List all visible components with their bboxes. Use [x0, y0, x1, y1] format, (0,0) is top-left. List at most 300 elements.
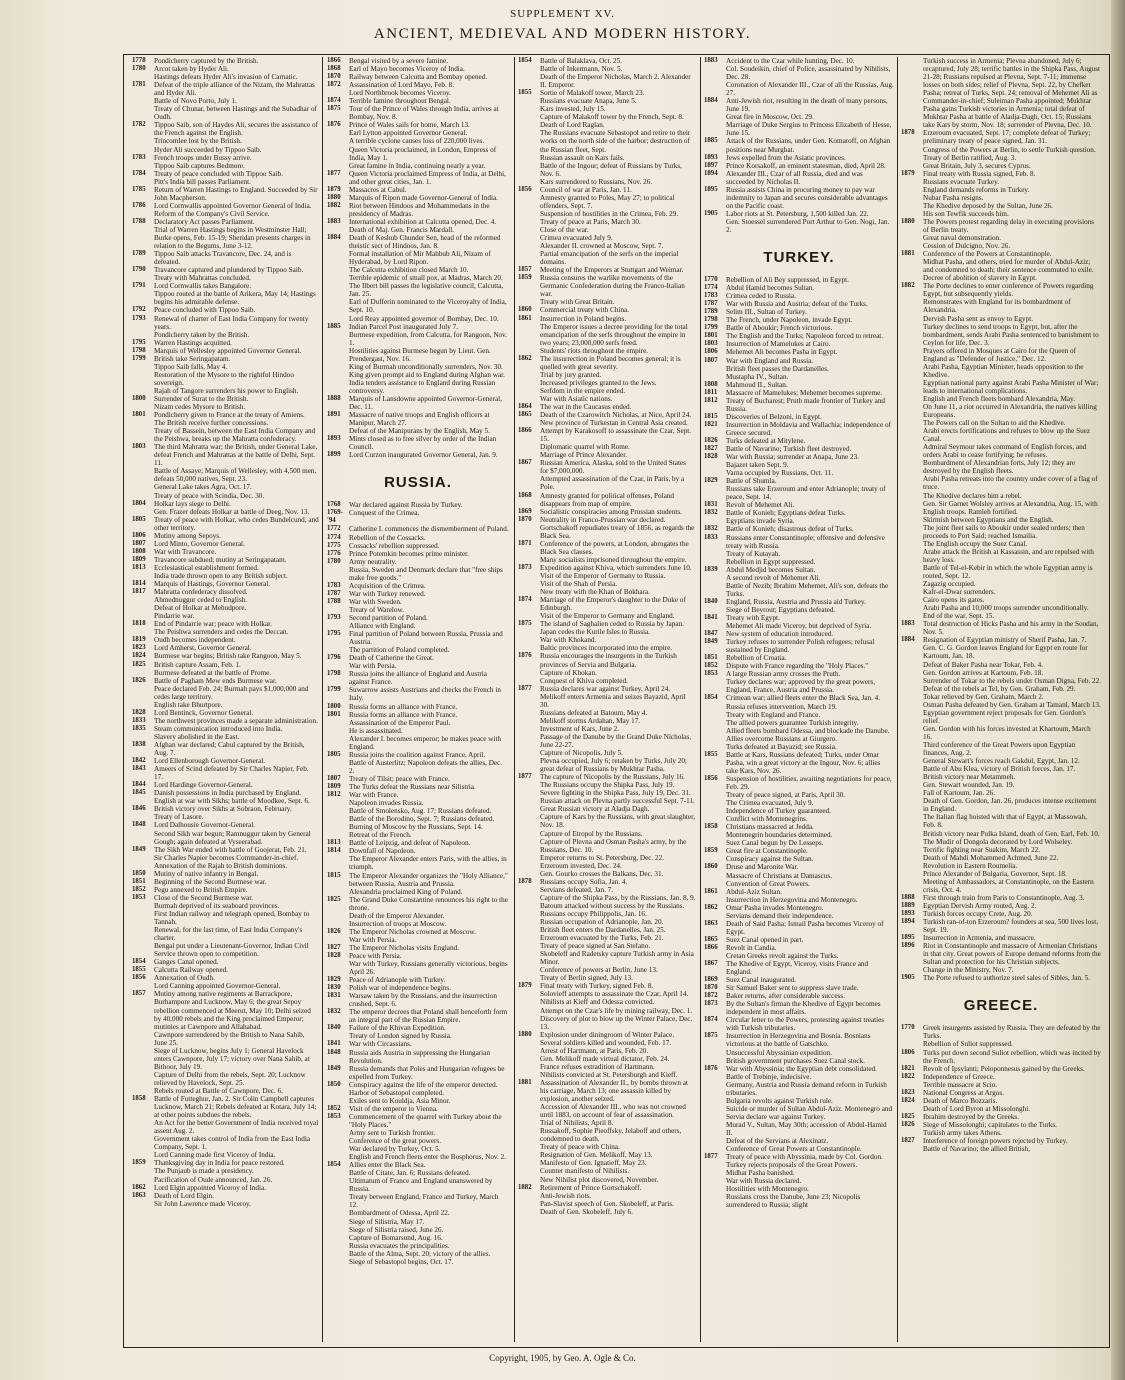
history-entry [704, 1121, 894, 1137]
entry-text: Rajah of Tangore surrenders his power to English. [154, 386, 299, 395]
history-entry [518, 121, 696, 129]
entry-year [704, 743, 726, 751]
entry-text: Suspension of hostilities, awaiting negotiations for peace, Feb. 29. [726, 774, 892, 791]
entry-text: Russian assault on Kars fails. [540, 153, 625, 162]
history-entry [132, 266, 319, 274]
entry-text: Treaty with England and France. [726, 710, 821, 719]
entry-year [518, 1151, 540, 1159]
history-entry [132, 306, 319, 314]
history-entry [327, 976, 509, 984]
history-entry [518, 612, 696, 620]
history-entry [132, 500, 319, 508]
entry-year: 1894 [901, 918, 915, 926]
history-entry [704, 1137, 894, 1145]
history-entry [901, 1097, 1101, 1105]
history-entry [901, 274, 1101, 282]
entry-year: 1814 [327, 847, 341, 855]
history-entry [518, 306, 696, 314]
entry-year [518, 717, 540, 725]
entry-text: Egyptian national party against Arabi Pasha Minister of War; leads to international complications. [923, 378, 1099, 395]
entry-year [704, 831, 726, 839]
entry-text: The insurrection in Poland becomes general; it is quelled with great severity. [540, 354, 681, 371]
entry-text: Conquest of Khiva completed. [540, 676, 628, 685]
entry-year [518, 419, 540, 427]
entry-text: Egyptian government reject proposals for Gen. Gordon's relief. [923, 708, 1086, 725]
history-entry [327, 234, 509, 250]
history-entry [132, 154, 319, 162]
entry-year: 1855 [518, 89, 532, 97]
history-entry [518, 492, 696, 508]
entry-year [901, 443, 923, 459]
history-entry [901, 1105, 1101, 1113]
entry-year [327, 662, 349, 670]
entry-year [901, 701, 923, 709]
entry-year: 1855 [132, 966, 146, 974]
entry-year [132, 483, 154, 491]
entry-text: France refuses extradition of Hartmann. [540, 1062, 655, 1071]
entry-year: 1807 [327, 774, 341, 782]
entry-text: Meeting of Ambassadors, at Constantinople, on the Eastern crisis, Oct. 4. [923, 877, 1094, 894]
history-entry [704, 654, 894, 662]
history-entry [901, 500, 1101, 516]
entry-text: Turkey declares war; approved by the great powers, England, France, Austria and Prussia. [726, 678, 876, 695]
entry-year [518, 65, 540, 73]
entry-text: Battle of Novo Porto, July 1. [154, 97, 237, 106]
history-entry [327, 162, 509, 170]
history-entry [327, 73, 509, 81]
entry-year [327, 363, 349, 371]
entry-text: Conference of powers at Berlin, June 13. [540, 966, 658, 975]
history-entry [132, 355, 319, 363]
entry-text: Lord Cornwallis takes Bangalore. [154, 282, 252, 291]
history-entry [518, 226, 696, 234]
entry-year [132, 604, 154, 612]
entry-year [518, 226, 540, 234]
history-entry [327, 1137, 509, 1145]
entry-text: The war in the Caucasus ended. [540, 403, 632, 412]
history-entry [327, 347, 509, 363]
entry-text: Revolution in Eastern Roumelia. [923, 861, 1018, 870]
entry-text: Capture of Khokan. [540, 668, 597, 677]
history-entry [518, 459, 696, 475]
entry-year [132, 97, 154, 105]
entry-text: Russia, Sweden and Denmark declare that "free ships make free goods." [349, 565, 503, 582]
entry-year [132, 685, 154, 701]
history-entry [704, 1153, 894, 1161]
entry-year: 1884 [901, 636, 915, 644]
entry-text: Annexation of Oudh. [154, 974, 215, 983]
entry-text: Council of war at Paris, Jan. 11. [540, 185, 632, 194]
history-entry [327, 992, 509, 1008]
entry-text: Serfdom in the empire ended. [540, 386, 626, 395]
history-entry [901, 693, 1101, 701]
history-entry [132, 1192, 319, 1200]
entry-text: A terrible cyclone causes loss of 220,000 lives. [349, 137, 485, 146]
entry-year [132, 137, 154, 145]
entry-year [704, 485, 726, 501]
entry-text: Defeat of Baker Pasha near Tokar, Feb. 4. [923, 660, 1044, 669]
entry-text: Turkey rejects proposals of the Great Powers. [726, 1161, 858, 1170]
entry-text: Insurrection in Poland begins. [540, 314, 627, 323]
entry-text: Riot in Constantinople and massacre of Armenian Christians in that city. Great powers of Europe demand reforms from the Sultan and protection for his Christian subjects. [923, 942, 1101, 967]
entry-year: 1883 [901, 620, 915, 628]
history-entry [327, 582, 509, 590]
entry-text: Conference of the powers, at London, abrogates the Black Sea clauses. [540, 539, 689, 556]
entry-text: British take Seringapatam. [154, 354, 231, 363]
history-entry [704, 936, 894, 944]
entry-year [518, 1119, 540, 1127]
entry-text: Retirement of Prince Gortschakoff. [540, 1183, 642, 1192]
entry-year: 1799 [132, 354, 146, 362]
entry-year [901, 669, 923, 677]
entry-year: 1827 [704, 445, 718, 453]
entry-text: Suez Canal begun by De Lesseps. [726, 839, 824, 848]
history-entry [518, 1031, 696, 1039]
entry-year: 1828 [327, 951, 341, 959]
entry-text: Russia forms an alliance with France. [349, 702, 458, 711]
entry-year [704, 1193, 726, 1209]
entry-year [327, 1242, 349, 1250]
history-entry [518, 65, 696, 73]
history-entry [518, 250, 696, 266]
entry-year [901, 379, 923, 395]
entry-year [901, 644, 923, 660]
entry-year: 1832 [704, 509, 718, 517]
entry-year [901, 347, 923, 363]
entry-year: 1832 [704, 525, 718, 533]
entry-text: Capture of Delhi from the rebels, Sept. 20; Lucknow relieved by Havelock, Sept. 25. [154, 1070, 306, 1087]
entry-text: The Emperor issues a decree providing for the total emancipation of the serfs throughout the empire in two years; 23,000,000 serfs freed. [540, 322, 688, 347]
entry-year [327, 912, 349, 920]
history-entry [901, 492, 1101, 500]
entry-text: New treaty with the Khan of Bokhara. [540, 588, 650, 597]
entry-year [518, 250, 540, 266]
entry-year [704, 799, 726, 807]
entry-year [518, 612, 540, 620]
entry-text: Nubar Pasha resigns. [923, 193, 984, 202]
entry-year [901, 846, 923, 854]
history-entry [518, 725, 696, 733]
history-entry [518, 773, 696, 781]
section-heading: GREECE. [963, 997, 1039, 1015]
entry-text: Fall of Kartoum, Jan. 26. [923, 789, 996, 798]
entry-text: Diplomatic quarrel with Rome. [540, 443, 630, 452]
entry-year [327, 298, 349, 314]
entry-year: 1783 [704, 292, 718, 300]
entry-year [327, 347, 349, 363]
entry-year: 1770 [901, 1024, 915, 1032]
history-entry [901, 725, 1101, 741]
entry-text: Russians defeated at Batoum, May 4. [540, 708, 648, 717]
history-entry [901, 548, 1101, 564]
entry-text: Great naval demonstration. [923, 234, 1002, 243]
history-entry [704, 186, 894, 210]
entry-text: Siege of Silistria, May 17. [349, 1217, 425, 1226]
entry-text: Bombardment of Alexandrian forts, July 12; they are destroyed by the English fleets. [923, 459, 1076, 476]
entry-year: 1860 [518, 306, 532, 314]
entry-text: Insurrection in Armenia, and massacre. [923, 934, 1036, 943]
history-entry [901, 419, 1101, 427]
history-entry [901, 1024, 1101, 1040]
entry-year [518, 644, 540, 652]
entry-text: Battle of Citate, Jan. 6; Russians defeated. [349, 1169, 471, 1178]
history-entry [704, 373, 894, 381]
history-entry [327, 89, 509, 97]
history-entry [327, 1113, 509, 1129]
entry-year [901, 580, 923, 588]
entry-text: The Powers protest regarding delay in executing provisions of Berlin treaty. [923, 217, 1095, 234]
history-entry [704, 1049, 894, 1057]
history-entry [132, 620, 319, 628]
history-entry [901, 685, 1101, 693]
history-entry [704, 1073, 894, 1081]
entry-year: 1865 [518, 411, 532, 419]
history-entry [132, 1047, 319, 1071]
entry-year: 1788 [132, 217, 146, 225]
entry-text: Gen. Melikoff made virtual dictator, Feb. 24. [540, 1054, 670, 1063]
history-entry [132, 1151, 319, 1159]
entry-year [132, 862, 154, 870]
history-entry [704, 703, 894, 711]
entry-text: New Nihilist plot discovered, November. [540, 1175, 659, 1184]
history-entry [704, 984, 894, 992]
entry-year [327, 1153, 349, 1161]
history-entry [327, 534, 509, 542]
entry-text: Expedition against Khiva, which surrenders June 10. [540, 563, 692, 572]
history-entry [901, 443, 1101, 459]
entry-year [518, 210, 540, 218]
history-entry [901, 1040, 1101, 1048]
entry-text: Treaty of Bassein, between the East India Company and the Peishwa, breaks up the Mahratta confederacy. [154, 427, 316, 444]
entry-text: Rebellion of Suliot suppressed. [923, 1040, 1013, 1049]
history-entry [327, 598, 509, 606]
entry-year [901, 162, 923, 170]
entry-text: Discoveries of Belzoni, in Egypt. [726, 412, 822, 421]
entry-year: 1896 [901, 942, 915, 950]
entry-year [327, 936, 349, 944]
entry-year [132, 1200, 154, 1208]
entry-text: Cretan Greeks revolt against the Turks. [726, 951, 839, 960]
entry-year [704, 373, 726, 381]
entry-year [132, 612, 154, 620]
history-entry [704, 896, 894, 904]
history-entry [704, 469, 894, 477]
entry-text: Conspiracy against the life of the emperor detected. [349, 1080, 498, 1089]
entry-text: Russians cross the Danube, June 23; Nicopolis surrendered to Russia; slight [726, 1193, 861, 1210]
entry-text: Death of Gen. Skobeleff, July 6. [540, 1207, 633, 1216]
entry-year: 1805 [132, 515, 146, 523]
entry-year [901, 242, 923, 250]
entry-text: Capture of Bomarsund, Aug. 16. [349, 1233, 443, 1242]
entry-year: 1849 [132, 845, 146, 853]
entry-text: Treaty of peace with China. [540, 1143, 620, 1152]
entry-year [901, 661, 923, 669]
history-entry [704, 831, 894, 839]
history-entry [704, 57, 894, 65]
entry-text: Conquest of the Crimea. [349, 509, 420, 518]
entry-year: 1851 [704, 654, 718, 662]
history-entry [132, 73, 319, 81]
history-entry [518, 411, 696, 419]
entry-text: Russians evacuate Anapa, June 5. [540, 97, 637, 106]
entry-year [901, 757, 923, 765]
entry-text: Alexandria proclaimed King of Poland. [349, 887, 463, 896]
entry-text: Lord Canning made first Viceroy of India. [154, 1151, 276, 1160]
entry-text: War with Russia and Austria; defeat of the Turks. [726, 300, 868, 309]
history-entry [704, 775, 894, 791]
entry-year: 1826 [704, 436, 718, 444]
history-entry [327, 1242, 509, 1250]
entry-year [518, 113, 540, 121]
column-divider [322, 57, 323, 1342]
entry-year [901, 186, 923, 194]
history-entry [132, 146, 319, 154]
section-heading: RUSSIA. [384, 474, 452, 492]
entry-text: The Emperor Nicholas visits England. [349, 943, 459, 952]
entry-text: Suspension of hostilities in the Crimea, Feb. 29. [540, 209, 679, 218]
history-entry [518, 894, 696, 902]
entry-text: Failure of the Khivan Expedition. [349, 1024, 446, 1033]
entry-text: Alexander I. becomes emperor; he makes peace with England. [349, 734, 502, 751]
entry-year [132, 162, 154, 170]
entry-text: Surrender of Surat to the British. [154, 394, 249, 403]
history-entry [132, 717, 319, 725]
entry-text: Treaty between England, France and Turkey, March 12. [349, 1193, 499, 1210]
entry-year [704, 574, 726, 582]
entry-text: Several soldiers killed and wounded, Feb. 17. [540, 1038, 672, 1047]
history-entry [704, 735, 894, 743]
history-entry [704, 525, 894, 533]
history-entry [704, 807, 894, 815]
entry-year [327, 735, 349, 751]
entry-text: Battle of Trebinje, indecisive. [726, 1072, 812, 1081]
entry-text: Hostilities with Montenegro. [726, 1185, 809, 1194]
entry-year [704, 735, 726, 743]
entry-text: Mutiny among Sepoys. [154, 531, 221, 540]
entry-year: 1882 [327, 201, 341, 209]
entry-text: Servians defeated, Jan. 7. [540, 885, 614, 894]
history-entry [518, 636, 696, 644]
entry-year: 1879 [901, 169, 915, 177]
history-entry [901, 170, 1101, 178]
history-entry [518, 508, 696, 516]
history-entry [518, 652, 696, 668]
column-divider [514, 57, 515, 1342]
entry-year: 1849 [327, 1064, 341, 1072]
entry-year: 1780 [132, 65, 146, 73]
entry-year: 1869 [704, 976, 718, 984]
history-entry [132, 580, 319, 588]
history-entry [518, 443, 696, 451]
entry-year: 1839 [704, 565, 718, 573]
history-entry [704, 662, 894, 670]
history-entry [132, 685, 319, 701]
entry-year [704, 218, 726, 234]
entry-text: Alexander II. crowned at Moscow, Sept. 7. [540, 242, 664, 251]
entry-year: 1852 [327, 1104, 341, 1112]
entry-text: Marquis of Lansdowne appointed Governor-General, Dec. 11. [349, 394, 502, 412]
entry-year: 1785 [132, 185, 146, 193]
entry-year [901, 966, 923, 974]
entry-text: Suicide or murder of Sultan Abdul-Aziz. Montenegro and Servia declare war against Turkey. [726, 1104, 893, 1121]
entry-year: 1855 [704, 750, 718, 758]
entry-text: The capture of Nicopolis by the Russians, July 16. [540, 773, 685, 782]
entry-text: Russians occupy Philippolis, Jan. 16. [540, 909, 647, 918]
entry-text: Russia aids Austria in suppressing the Hungarian Revolution. [349, 1048, 490, 1065]
entry-year [327, 759, 349, 775]
entry-year: 1862 [518, 354, 532, 362]
history-entry [704, 276, 894, 284]
entry-year [704, 896, 726, 904]
history-entry [518, 1208, 696, 1216]
history-entry [327, 1234, 509, 1242]
history-entry [704, 694, 894, 702]
history-entry [518, 950, 696, 966]
history-entry [132, 830, 319, 846]
entry-text: Battle of Futteghur, Jan. 2. Sir Colin Campbell captures Lucknow, March 21; Rebels defeated at Kotara, July 14; at other points subdues the rebels. [154, 1095, 317, 1120]
entry-text: Retreat of the French. [349, 831, 412, 840]
entry-text: Abdul-Aziz Sultan. [726, 887, 782, 896]
history-entry [518, 934, 696, 942]
entry-year [518, 990, 540, 998]
history-entry [704, 1016, 894, 1032]
entry-year: 1884 [704, 97, 718, 105]
entry-text: The joint fleet sails to Aboukir under sealed orders; then proceeds to Port Said; reached Ismailia. [923, 523, 1085, 540]
history-entry [132, 516, 319, 532]
entry-text: The British receive further concessions. [154, 419, 269, 428]
history-entry [132, 862, 319, 870]
entry-year: 1818 [132, 620, 146, 628]
entry-year [518, 178, 540, 186]
history-entry [327, 1193, 509, 1209]
history-entry [518, 757, 696, 773]
entry-text: Conflict with Montenegrins. [726, 815, 808, 824]
history-entry [327, 379, 509, 395]
history-entry [327, 298, 509, 314]
entry-text: Death of Gen. Gordon, Jan. 26, produces intense excitement in England. [923, 797, 1097, 814]
entry-text: Insurrection of Mamelukes at Cairo. [726, 340, 831, 349]
history-entry [132, 339, 319, 347]
entry-year [704, 1177, 726, 1185]
entry-text: Trial by jury granted. [540, 370, 602, 379]
history-entry [132, 701, 319, 709]
history-entry [132, 315, 319, 331]
entry-year [327, 274, 349, 282]
entry-year: 1817 [132, 588, 146, 596]
entry-text: Harbor of Sebastopol completed. [349, 1088, 445, 1097]
entry-year: 1809 [132, 555, 146, 563]
entry-text: Death of Maj. Gen. Francis Mardall. [349, 225, 454, 234]
history-entry [704, 976, 894, 984]
history-entry [518, 451, 696, 459]
entry-text: Tippoo Saib captures Bedmore. [154, 161, 245, 170]
entry-text: Total destruction of Hicks Pasha and his army in the Soudan, Nov. 5. [923, 620, 1099, 637]
entry-year [518, 1127, 540, 1143]
entry-text: Mutiny among native regiments at Barrackpore, Burhampore and Lucknow, May 6; the great Sepoy rebellion commenced at Meerut, May 10; Delhi seized by 40,000 rebels and the King proclaimed Emperor; mutinies at Cawnpore and Allahabad. [154, 990, 311, 1031]
history-entry [327, 1145, 509, 1153]
entry-text: Conference of the great powers. [349, 1137, 441, 1146]
entry-text: Germany, Austria and Russia demand reform in Turkish tributaries. [726, 1080, 887, 1097]
history-entry [327, 622, 509, 630]
entry-text: Greek insurgents assisted by Russia. They are defeated by the Turks. [923, 1024, 1101, 1041]
entry-text: War with Russia; surrender at Anapa, June 23. [726, 453, 859, 462]
entry-text: Revolt of Mehemet Ali. [726, 501, 795, 510]
entry-text: Treaty with Mahrattas concluded. [154, 274, 251, 283]
entry-text: Marriage of Duke Sergius to Princess Elizabeth of Hesse, June 15. [726, 121, 892, 138]
entry-text: Trial of Warren Hastings begins in Westminster Hall; Burke opens, Feb. 15-19; Sheridan presents charges in relation to the Begums, June 3-12. [154, 225, 311, 251]
entry-text: Great famine in India, continuing nearly a year. [349, 161, 486, 170]
history-entry [132, 709, 319, 717]
